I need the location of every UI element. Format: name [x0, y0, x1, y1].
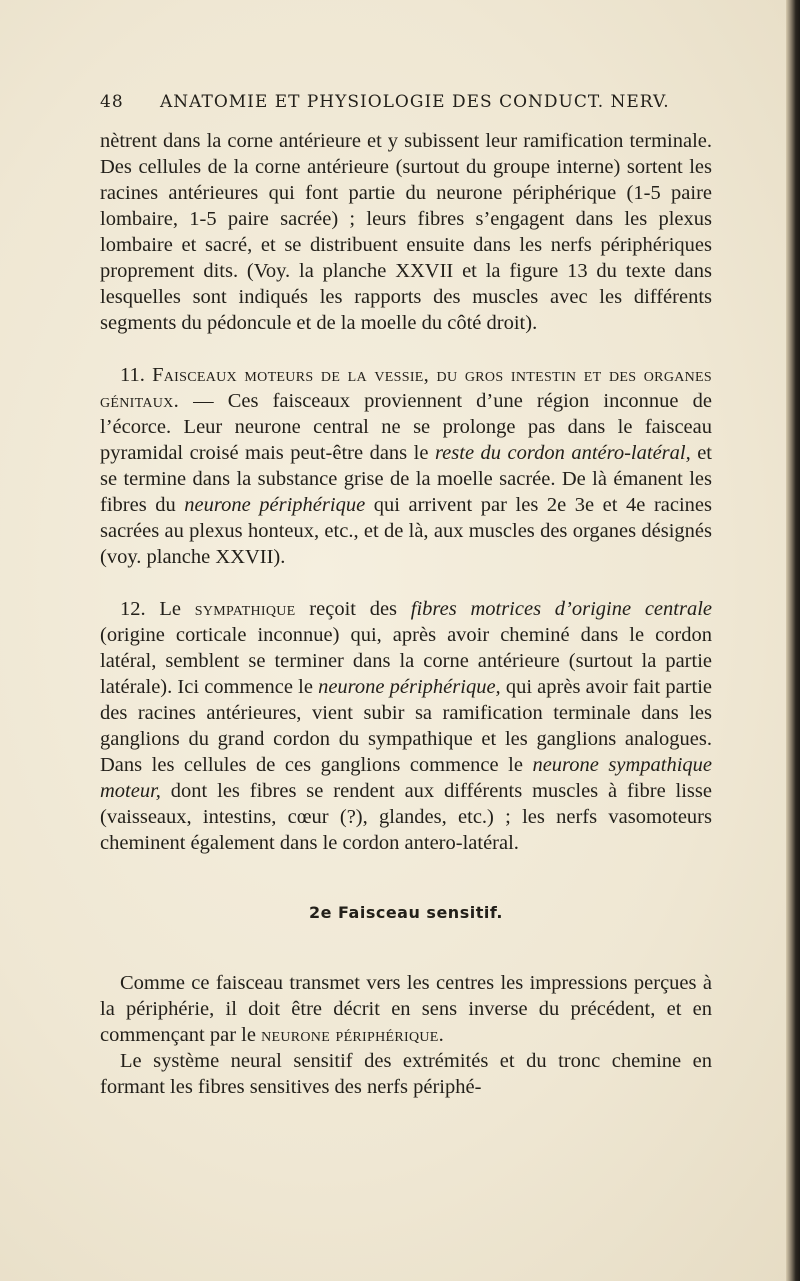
section-11-title: Faisceaux moteurs de la vessie, du gros intestin et des organes génitaux.: [100, 364, 712, 412]
running-title: ANATOMIE ET PHYSIOLOGIE DES CONDUCT. NERV.: [160, 92, 670, 112]
smallcaps-term: neurone périphérique.: [261, 1024, 445, 1046]
italic-term: fibres motrices d’origine centrale: [410, 598, 712, 620]
italic-term: neurone sympathique moteur,: [100, 754, 712, 802]
page-number: 48: [100, 92, 124, 112]
italic-term: neurone périphérique,: [318, 676, 501, 698]
section-subheading: 2e Faisceau sensitif.: [308, 903, 503, 922]
paragraph-sensitive-intro: Comme ce faisceau transmet vers les centres les impressions perçues à la périphérie, il doit être décrit en sens inverse du précédent, et en commençant par le neurone périphérique.: [100, 972, 712, 1046]
section-12-number: 12.: [120, 598, 146, 620]
paragraph-continuation: nètrent dans la corne antérieure et y subissent leur ramification terminale. Des cellules de la corne antérieure (surtout du groupe interne) sortent les racines antérieures qui font partie du neurone périphérique (1-5 paire lombaire, 1-5 paire sacrée) ; leurs fibres s’engagent dans les plexus lombaire et sacré, et se distribuent ensuite dans les nerfs périphériques proprement dits. (Voy. la planche XXVII et la figure 13 du texte dans lesquelles sont indiqués les rapports des muscles avec les différents segments du pédoncule et de la moelle du côté droit).: [100, 130, 712, 334]
italic-term: reste du cordon antéro-latéral,: [434, 442, 691, 464]
running-header: [100, 92, 720, 120]
page-body: [100, 128, 712, 1100]
section-11-number: 11.: [120, 364, 145, 386]
paragraph-sensitive-system: Le système neural sensitif des extrémités et du tronc chemine en formant les fibres sensitives des nerfs périphé-: [100, 1050, 712, 1098]
section-12: 12. Le sympathique reçoit des fibres motrices d’origine centrale (origine corticale inconnue) qui, après avoir cheminé dans le cordon latéral, semblent se terminer dans la corne antérieure (surtout la partie latérale). Ici commence le neurone périphérique, qui après avoir fait partie des racines antérieures, vient subir sa ramification terminale dans les ganglions du grand cordon du sympathique et les ganglions analogues. Dans les cellules de ces ganglions commence le neurone sympathique moteur, dont les fibres se rendent aux différents muscles à fibre lisse (vaisseaux, intestins, cœur (?), glandes, etc.) ; les nerfs vasomoteurs cheminent également dans le cordon antero-latéral.: [100, 598, 712, 854]
italic-term: neurone périphérique: [184, 494, 366, 516]
section-11: 11. Faisceaux moteurs de la vessie, du gros intestin et des organes génitaux. — Ces faisceaux proviennent d’une région inconnue de l’écorce. Leur neurone central ne se prolonge pas dans le faisceau pyramidal croisé mais peut-être dans le reste du cordon antéro-latéral, et se termine dans la substance grise de la moelle sacrée. De là émanent les fibres du neurone périphérique qui arrivent par les 2e 3e et 4e racines sacrées au plexus honteux, etc., et de là, aux muscles des organes désignés (voy. planche XXVII).: [100, 364, 713, 568]
smallcaps-term: sympathique: [194, 598, 296, 620]
page-edge-shadow: [786, 0, 800, 1281]
